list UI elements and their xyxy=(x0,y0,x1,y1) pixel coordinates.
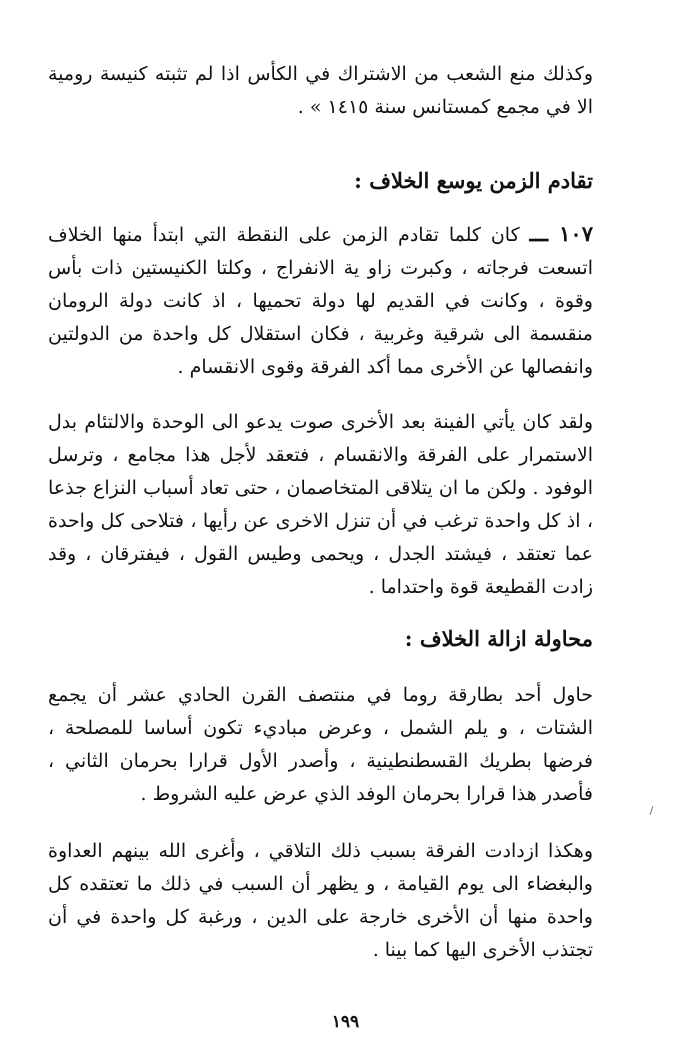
page-number: ١٩٩ xyxy=(331,1012,360,1032)
paragraph-rome-patriarch-attempt: حاول أحد بطارقة روما في منتصف القرن الحادي عشر أن يجمع الشتات ، و يلم الشمل ، وعرض مباديء تكون أساسا للمصلحة ، فرضها بطريك القسطنطينية ، وأصدر الأول قرارا بحرمان الثاني ، فأصدر هذا قرارا بحرمان الوفد الذي عرض عليه الشروط . xyxy=(48,684,593,805)
intro-paragraph: وكذلك منع الشعب من الاشتراك في الكأس اذا لم تثبته كنيسة رومية الا في مجمع كمستانس سنة ١٤١٥ » . xyxy=(48,63,593,118)
paragraph-107 xyxy=(48,217,593,384)
section-heading-attempt-to-remove-dispute: محاولة ازالة الخلاف : xyxy=(404,626,593,651)
page-body xyxy=(48,58,593,967)
paragraph-calls-for-unity: ولقد كان يأتي الفينة بعد الأخرى صوت يدعو الى الوحدة والالتئام بدل الاستمرار على الفرقة والانقسام ، فتعقد لأجل هذا مجامع ، وترسل الوفود . ولكن ما ان يتلاقى المتخاصمان ، حتى تعاد أسباب النزاع جذعا ، اذ كل واحدة ترغب في أن تنزل الاخرى عن رأيها ، فتلاحى كل واحدة عما تعتقد ، فيشتد الجدل ، ويحمى وطيس القول ، فيفترقان ، وقد زادت القطيعة قوة واحتداما . xyxy=(48,411,593,598)
paragraph-number: ١٠٧ ـــ xyxy=(529,221,593,246)
stray-pen-mark xyxy=(650,806,654,815)
paragraph-107-text: كان كلما تقادم الزمن على النقطة التي ابتدأ منها الخلاف اتسعت فرجاته ، وكبرت زاو ية الانفراج ، وكلتا الكنيستين ذات بأس وقوة ، وكانت في القديم لها دولة تحميها ، اذ كانت دولة الرومان منقسمة الى شرقية وغربية ، فكان استقلال كل واحدة من الدولتين وانفصالها عن الأخرى مما أكد الفرقة وقوى الانقسام . xyxy=(48,224,593,378)
section-heading-time-widens-dispute: تقادم الزمن يوسع الخلاف : xyxy=(354,168,593,193)
paragraph-increased-division: وهكذا ازدادت الفرقة بسبب ذلك التلاقي ، وأغرى الله بينهم العداوة والبغضاء الى يوم القيامة ، و يظهر أن السبب في ذلك ما تعتقده كل واحدة منها أن الأخرى خارجة على الدين ، ورغبة كل واحدة في أن تجتذب الأخرى اليها كما بينا . xyxy=(48,840,593,961)
